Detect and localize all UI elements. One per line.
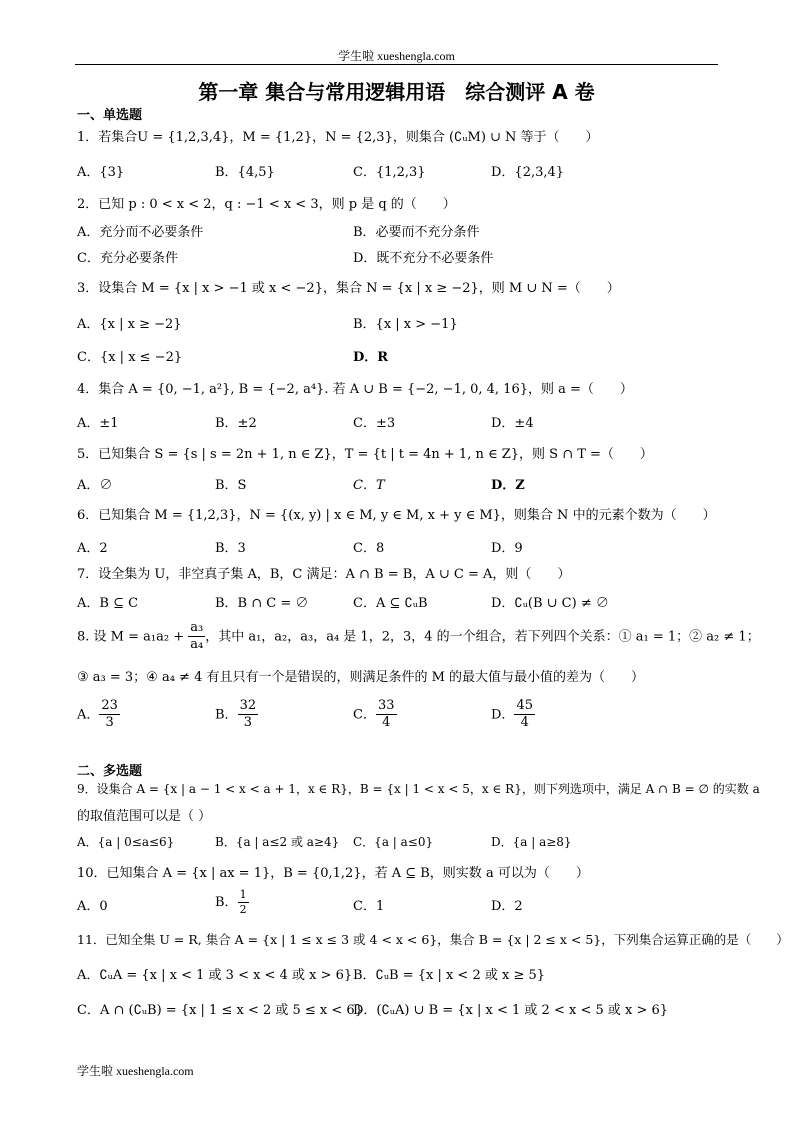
site-footer: 学生啦 xueshengla.com [77, 1064, 194, 1078]
question-6-stem: 6．已知集合 M = {1,2,3}，N = {(x, y) | x ∈ M, y ∈ M, x + y ∈ M}，则集合 N 中的元素个数为（ ） [77, 508, 716, 523]
option-label: D． [491, 707, 515, 723]
fraction-numerator: 32 [238, 698, 259, 715]
question-1-option-b[interactable]: B．{4,5} [215, 165, 275, 180]
fraction-denominator: 3 [105, 715, 114, 731]
question-1-stem: 1．若集合U = {1,2,3,4}，M = {1,2}，N = {2,3}，则集合 (∁ᵤM) ∪ N 等于（ ） [77, 130, 599, 145]
question-4-option-d[interactable]: D．±4 [491, 416, 534, 431]
fraction-denominator: 4 [382, 715, 391, 731]
question-7-option-a[interactable]: A．B ⊆ C [77, 596, 139, 611]
question-8-option-d[interactable] [491, 698, 535, 732]
fraction-denominator: 3 [243, 715, 252, 731]
question-3-stem: 3．设集合 M = {x | x > −1 或 x < −2}，集合 N = {x | x ≥ −2}，则 M ∪ N =（ ） [77, 281, 620, 296]
question-5-option-b[interactable]: B．S [215, 478, 247, 493]
section-single-choice: 一、单选题 [77, 108, 143, 123]
question-8-option-a[interactable] [77, 698, 120, 732]
question-6-option-d[interactable]: D．9 [491, 541, 523, 556]
question-11-stem: 11．已知全集 U = R, 集合 A = {x | 1 ≤ x ≤ 3 或 4 < x < 6}，集合 B = {x | 2 ≤ x < 5}，下列集合运算正确的是（ ） [77, 932, 789, 947]
question-7-option-d[interactable]: D．∁ᵤ(B ∪ C) ≠ ∅ [491, 596, 609, 611]
question-7-option-b[interactable]: B．B ∩ C = ∅ [215, 596, 309, 611]
question-9-option-a[interactable]: A．{a | 0≤a≤6} [77, 835, 175, 849]
fraction-numerator: 45 [514, 698, 535, 715]
question-3-option-d[interactable]: D．R [353, 350, 389, 365]
question-2-option-b[interactable]: B．必要而不充分条件 [353, 225, 480, 240]
question-4-option-a[interactable]: A．±1 [77, 416, 119, 431]
question-4-option-c[interactable]: C．±3 [353, 416, 396, 431]
question-3-option-b[interactable]: B．{x | x > −1} [353, 317, 458, 332]
fraction-denominator: a₄ [190, 637, 204, 653]
question-4-option-b[interactable]: B．±2 [215, 416, 257, 431]
question-2-option-c[interactable]: C．充分必要条件 [77, 251, 178, 266]
question-2-option-a[interactable]: A．充分而不必要条件 [77, 225, 204, 240]
question-11-option-c[interactable]: C．A ∩ (∁ᵤB) = {x | 1 ≤ x < 2 或 5 ≤ x < 6} [77, 1003, 363, 1018]
section-multiple-choice: 二、多选题 [77, 764, 143, 779]
question-8-option-c[interactable] [353, 698, 397, 732]
option-label: C． [353, 707, 376, 723]
question-6-option-c[interactable]: C．8 [353, 541, 385, 556]
question-2-option-d[interactable]: D．既不充分不必要条件 [353, 251, 494, 266]
question-2-stem: 2．已知 p : 0 < x < 2，q : −1 < x < 3，则 p 是 q 的（ ） [77, 197, 456, 212]
question-7-stem: 7．设全集为 U，非空真子集 A，B，C 满足：A ∩ B = B，A ∪ C = A，则（ ） [77, 567, 571, 582]
question-1-option-a[interactable]: A．{3} [77, 165, 125, 180]
header-divider [75, 64, 718, 65]
option-label: A． [77, 707, 100, 723]
question-9-stem-line-2: 的取值范围可以是（ ） [77, 809, 212, 824]
question-9-stem: 9．设集合 A = {x | a − 1 < x < a + 1，x ∈ R}，B = {x | 1 < x < 5，x ∈ R}，则下列选项中，满足 A ∩ B = ∅ 的实数 a [77, 782, 760, 796]
question-4-stem: 4．集合 A = {0, −1, a²}, B = {−2, a⁴}. 若 A ∪ B = {−2, −1, 0, 4, 16}，则 a =（ ） [77, 382, 633, 397]
fraction-denominator: 2 [239, 902, 247, 916]
question-5-stem: 5．已知集合 S = {s | s = 2n + 1, n ∈ Z}，T = {t | t = 4n + 1, n ∈ Z}，则 S ∩ T =（ ） [77, 447, 653, 462]
question-1-option-c[interactable]: C．{1,2,3} [353, 165, 426, 180]
fraction-numerator: 1 [239, 888, 247, 901]
question-9-option-c[interactable]: C．{a | a≤0} [353, 835, 434, 849]
question-11-option-b[interactable]: B．∁ᵤB = {x | x < 2 或 x ≥ 5} [353, 968, 546, 983]
fraction-numerator: 23 [99, 698, 120, 715]
option-label: B． [215, 894, 238, 910]
question-10-option-c[interactable]: C．1 [353, 899, 385, 914]
fraction-numerator: 33 [376, 698, 397, 715]
page-title: 第一章 集合与常用逻辑用语 综合测评 A 卷 [198, 80, 595, 104]
question-9-option-b[interactable]: B．{a | a≤2 或 a≥4} [215, 835, 340, 849]
question-10-option-a[interactable]: A．0 [77, 899, 108, 914]
question-8-stem-line-2: ③ a₃ = 3；④ a₄ ≠ 4 有且只有一个是错误的，则满足条件的 M 的最大值与最小值的差为（ ） [77, 670, 645, 685]
fraction-numerator: a₃ [188, 620, 205, 637]
question-11-option-d[interactable]: D．(∁ᵤA) ∪ B = {x | x < 1 或 2 < x < 5 或 x > 6} [353, 1003, 669, 1018]
question-5-option-a[interactable]: A．∅ [77, 478, 113, 493]
question-7-option-c[interactable]: C．A ⊆ ∁ᵤB [353, 596, 428, 611]
question-10-stem: 10．已知集合 A = {x | ax = 1}，B = {0,1,2}，若 A ⊆ B，则实数 a 可以为（ ） [77, 866, 589, 881]
question-8-stem [77, 620, 760, 654]
question-11-option-a[interactable]: A．∁ᵤA = {x | x < 1 或 3 < x < 4 或 x > 6} [77, 968, 353, 983]
question-6-option-b[interactable]: B．3 [215, 541, 246, 556]
question-8-stem-fraction [188, 620, 205, 654]
question-8-stem-suffix: ，其中 a₁，a₂，a₃，a₄ 是 1，2，3，4 的一个组合，若下列四个关系：① a₁ = 1；② a₂ ≠ 1； [205, 629, 760, 645]
question-3-option-c[interactable]: C．{x | x ≤ −2} [77, 350, 183, 365]
question-8-option-b[interactable] [215, 698, 258, 732]
question-5-option-d[interactable]: D．Z [491, 478, 525, 493]
question-3-option-a[interactable]: A．{x | x ≥ −2} [77, 317, 182, 332]
question-10-option-b[interactable] [215, 888, 249, 917]
question-5-option-c[interactable]: C．T [353, 478, 385, 493]
question-10-option-d[interactable]: D．2 [491, 899, 523, 914]
question-9-option-d[interactable]: D．{a | a≥8} [491, 835, 572, 849]
question-6-option-a[interactable]: A．2 [77, 541, 108, 556]
fraction-denominator: 4 [520, 715, 529, 731]
site-header: 学生啦 xueshengla.com [338, 49, 455, 63]
option-label: B． [215, 707, 238, 723]
question-8-stem-prefix: 8. 设 M = a₁a₂ + [77, 629, 189, 645]
question-1-option-d[interactable]: D．{2,3,4} [491, 165, 565, 180]
